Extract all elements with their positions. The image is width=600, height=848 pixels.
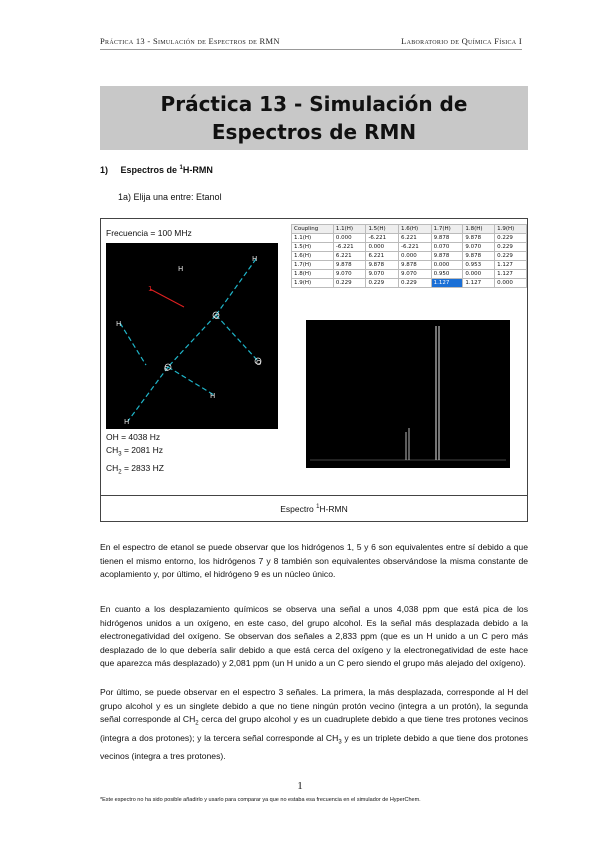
bond-c-h5 [128,367,168,421]
table-cell: 1.7(H) [292,261,334,270]
section-heading [100,165,213,175]
table-cell: 1.5(H) [292,243,334,252]
table-cell: 1.127 [495,261,527,270]
table-cell: 0.000 [495,279,527,288]
section-label-end: H-RMN [182,165,213,175]
table-cell: 0.229 [495,234,527,243]
table-cell: -6.221 [399,243,432,252]
table-cell: 0.000 [366,243,399,252]
atom-label-h5: H [124,418,130,426]
bond-c-h7 [216,259,256,315]
table-cell: 1.6(H) [399,225,432,234]
bond-lines [120,259,258,421]
table-cell: 1.6(H) [292,252,334,261]
paragraph-3: Por último, se puede observar en el espectro 3 señales. La primera, la más desplazada, corresponde al H del grupo alcohol y es un singlete debido a que no tiene ningún protón vecino (integra a un protón), la segunda señal corresponde al $CH_2$ cerca del grupo alcohol y es un cuadruplete debido a que tiene tres protones vecinos (integra a dos protones); y la tercera señal corresponde al $CH_3$ y es un triplete debido a que tiene dos protones vecinos (integra a tres protones). [100,687,528,761]
table-cell: 0.229 [366,279,399,288]
table-cell: 0.229 [399,279,432,288]
table-cell: 9.070 [399,270,432,279]
table-cell: 0.000 [399,252,432,261]
shift-list [106,431,164,479]
table-cell: 1.127 [463,279,495,288]
atom-label-h6: H [210,392,216,400]
table-cell: 0.953 [463,261,495,270]
table-cell: 0.000 [431,261,463,270]
page-title: Práctica 13 - Simulación de Espectros de RMN [100,86,528,150]
table-cell: 1.9(H) [292,279,334,288]
table-row [292,270,527,279]
figure-caption: Espectro $^1$H-RMN [280,504,348,514]
table-cell: 9.070 [333,270,366,279]
shift-ch3: $CH_3 = 2081$ Hz [106,445,163,458]
atom-label-c1: C [214,313,219,321]
table-cell: 9.878 [431,234,463,243]
table-cell: 9.070 [366,270,399,279]
table-cell: 1.127 [431,279,463,288]
table-cell: 0.000 [333,234,366,243]
table-row [292,243,527,252]
footnote: *Este espectro no ha sido posible añadirlo y usarlo para comparar ya que no estaba esa frecuencia en el simulador de HyperChem. [100,797,421,803]
table-cell: 9.878 [366,261,399,270]
bond-c-h1 [120,323,146,365]
table-cell: 0.950 [431,270,463,279]
table-header-row [292,225,527,234]
table-cell: 0.000 [463,270,495,279]
atom-label-c2: C [164,365,169,373]
atom-label-h7: H [252,255,258,263]
table-cell: 1.5(H) [366,225,399,234]
bond-c-o [216,315,258,361]
table-cell: 9.070 [463,243,495,252]
shift-ch2: $CH_2 = 2833$ HZ [106,462,164,476]
running-header-left: Práctica 13 - Simulación de Espectros de RMN [100,36,280,46]
atom-label-h1: H [116,320,122,328]
spectrum-drawing [306,320,510,468]
table-row [292,252,527,261]
table-cell: 1.127 [495,270,527,279]
table-cell: 1.1(H) [333,225,366,234]
frequency-label: Frecuencia = 100 MHz [106,228,192,238]
bond-c-h6 [168,367,214,395]
molecule-view [106,243,278,429]
table-cell: 0.070 [431,243,463,252]
caption-rule [101,495,527,496]
subsection-heading: 1a) Elija una entre: Etanol [118,192,222,202]
running-header-right: Laboratorio de Química Física I [401,36,522,46]
atom-label-h8: H [178,265,184,273]
atom-label-marker: 1 [148,285,153,293]
table-cell: 0.229 [495,243,527,252]
section-sup: 1 [179,165,183,171]
table-cell: -6.221 [333,243,366,252]
table-row [292,279,527,288]
table-cell: 9.878 [463,252,495,261]
atom-label-o: O [256,359,262,367]
figure-frame [100,218,528,522]
table-cell: 1.9(H) [495,225,527,234]
selected-bond [150,289,184,307]
section-number: 1) [100,165,109,175]
table-cell: 9.878 [333,261,366,270]
table-cell: 9.878 [463,234,495,243]
table-row [292,234,527,243]
table-cell: 9.878 [399,261,432,270]
nmr-spectrum [306,320,510,468]
ethanol-molecule-drawing [106,243,278,429]
table-cell: -6.221 [366,234,399,243]
coupling-table [291,224,527,288]
table-cell: 1.8(H) [463,225,495,234]
table-row [292,261,527,270]
table-cell: 6.221 [366,252,399,261]
table-cell: 1.8(H) [292,270,334,279]
header-rule [100,49,522,50]
bond-c-c [168,315,216,367]
table-cell: 6.221 [333,252,366,261]
table-cell: 9.878 [431,252,463,261]
paragraph-2: En cuanto a los desplazamiento químicos se observa una señal a unos 4,038 ppm que está pica de los hidrógenos unidos a un oxígeno, en este caso, del grupo alcohol. Es la señal más desplazada debido a la electronegatividad del oxígeno. Se observan dos señales a 2,833 ppm (que es un H unido a un C pero más desplazado de lo que debería salir debido a que está cerca del oxígeno y la electronegatividad de este hace que aparezca más desplazado) y 2,081 ppm (un H unido a un C pero siendo el grupo más alejado del oxígeno). [100,604,528,669]
table-cell: 0.229 [495,252,527,261]
table-cell: 1.7(H) [431,225,463,234]
table-cell: 1.1(H) [292,234,334,243]
table-cell: 0.229 [333,279,366,288]
table-cell: Coupling [292,225,334,234]
section-label: Espectros de [120,165,180,175]
atom-markers [165,312,261,370]
paragraph-1: En el espectro de etanol se puede observar que los hidrógenos 1, 5 y 6 son equivalentes entre sí debido a que tienen el mismo entorno, los hidrógenos 7 y 8 también son equivalentes observándose la misma constante de acoplamiento y, por último, el hidrógeno 9 es un núcleo único. [100,542,528,580]
shift-oh: OH = 4038 Hz [106,432,161,442]
page-number: 1 [297,780,303,792]
table-cell: 6.221 [399,234,432,243]
